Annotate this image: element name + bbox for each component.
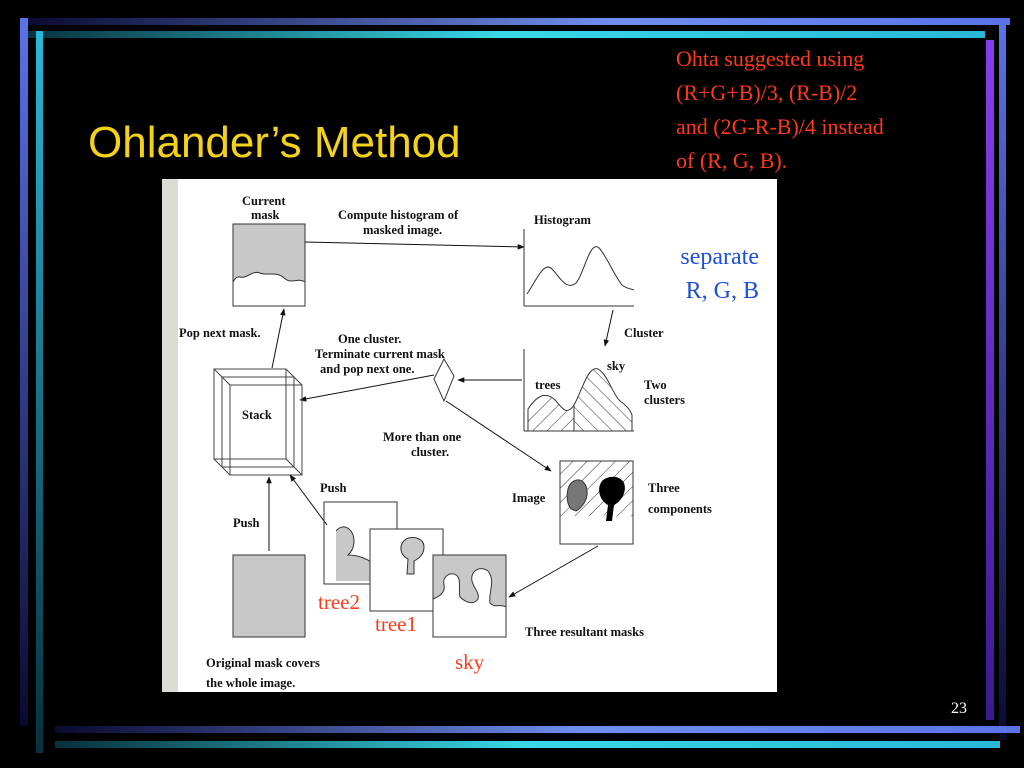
current-mask-label: Current [242, 194, 286, 208]
histogram-label: Histogram [534, 213, 591, 227]
rgb-line: R, G, B [685, 278, 759, 304]
three-components-image [560, 461, 633, 544]
mask-tree1 [370, 529, 443, 611]
frame-bar-bottom [55, 726, 1020, 733]
one-cluster-label: Terminate current mask [315, 347, 445, 361]
frame-bar-left-inner [36, 31, 43, 753]
original-mask-label: Original mask covers [206, 656, 320, 670]
page-number: 23 [951, 700, 967, 717]
image-label: Image [512, 491, 546, 505]
push-top-label: Push [320, 481, 347, 495]
tree2-label: tree2 [318, 590, 360, 614]
histogram-plot [524, 229, 634, 306]
ohta-note [676, 42, 884, 178]
original-mask-box [233, 555, 305, 637]
more-than-one-label: More than one [383, 430, 462, 444]
frame-bar-left [20, 18, 28, 726]
two-clusters-label: Two [644, 378, 667, 392]
frame-bar-top [20, 18, 1010, 25]
decision-diamond [434, 359, 454, 401]
current-mask-box [233, 224, 305, 306]
three-masks-label: Three resultant masks [525, 625, 644, 639]
frame-bar-top-inner [20, 31, 985, 38]
frame-bar-bottom-inner [55, 741, 1000, 748]
figure-left-strip [162, 179, 178, 692]
separate-line: separate [680, 244, 759, 270]
separate-rgb-note [654, 240, 759, 308]
mask-sky [433, 555, 506, 637]
frame-bar-right-outer [999, 18, 1006, 740]
pop-next-mask-label: Pop next mask. [179, 326, 261, 340]
tree1-label: tree1 [375, 612, 417, 636]
three-components-label: Three [648, 481, 680, 495]
current-mask-label: mask [251, 208, 280, 222]
cluster-label: Cluster [624, 326, 664, 340]
cluster-arrow [605, 310, 613, 346]
ohta-note-line: (R+G+B)/3, (R-B)/2 [676, 80, 858, 105]
ohta-note-line: of (R, G, B). [676, 148, 788, 173]
two-clusters-label: clusters [644, 393, 685, 407]
stack-label: Stack [242, 408, 272, 422]
frame-bar-right [986, 40, 994, 720]
pop-arrow [272, 309, 284, 368]
compute-histogram-label: masked image. [363, 223, 443, 237]
slide-title: Ohlander’s Method [88, 118, 461, 167]
push-left-label: Push [233, 516, 260, 530]
one-cluster-arrow [300, 375, 434, 400]
ohta-note-line: and (2G-R-B)/4 instead [676, 114, 884, 139]
original-mask-label: the whole image. [206, 676, 296, 690]
one-cluster-label: One cluster. [338, 332, 402, 346]
sky-histogram-label: sky [607, 359, 626, 373]
ohta-note-line: Ohta suggested using [676, 46, 865, 71]
components-to-masks-arrow [509, 546, 598, 597]
one-cluster-label: and pop next one. [320, 362, 415, 376]
stack-cube [214, 369, 302, 475]
sky-label: sky [455, 650, 485, 674]
more-than-one-label: cluster. [411, 445, 450, 459]
trees-label: trees [535, 378, 561, 392]
compute-histogram-arrow [305, 242, 524, 247]
three-components-label: components [648, 502, 712, 516]
compute-histogram-label: Compute histogram of [338, 208, 459, 222]
